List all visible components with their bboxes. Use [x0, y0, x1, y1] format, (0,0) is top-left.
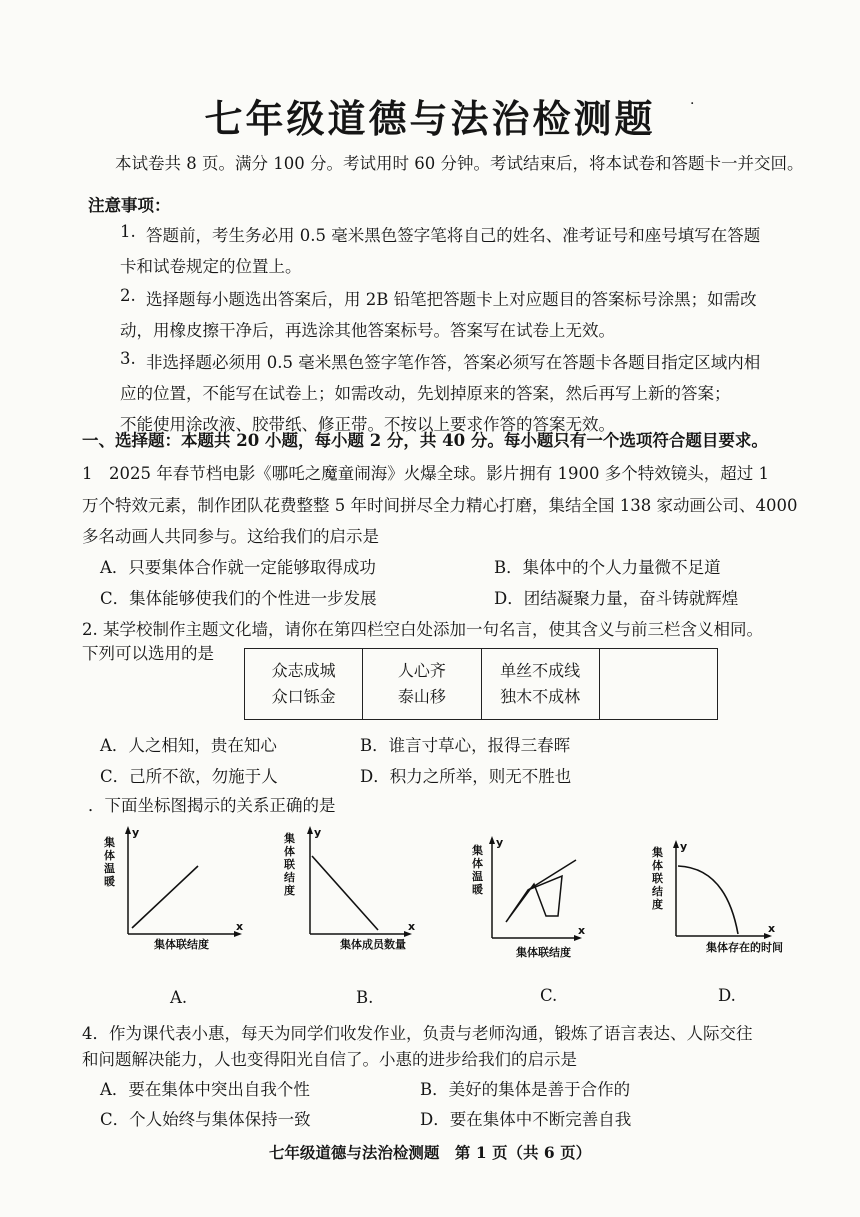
scan-mark: · [690, 96, 695, 112]
q4-option-d[interactable]: D．要在集体中不断完善自我 [420, 1110, 632, 1129]
svg-text:集: 集 [472, 844, 483, 857]
notice-3-line-1: 非选择题必须用 0.5 毫米黑色签字笔作答，答案必须写在答题卡各题目指定区域内相 [146, 353, 761, 372]
graph-b-xlabel: 集体成员数量 [340, 938, 406, 951]
graph-c-xlabel: 集体联结度 [516, 946, 571, 959]
notice-3-line-3: 不能使用涂改液、胶带纸、修正带。不按以上要求作答的答案无效。 [120, 415, 615, 434]
q1-option-b[interactable]: B．集体中的个人力量微不足道 [494, 558, 721, 577]
graph-c-letter[interactable]: C. [540, 986, 558, 1005]
q2-option-a[interactable]: A．人之相知，贵在知心 [100, 736, 277, 755]
q1-option-c[interactable]: C．集体能够使我们的个性进一步发展 [100, 589, 377, 608]
q2-stem-line-1: 2. 某学校制作主题文化墙，请你在第四栏空白处添加一句名言，使其含义与前三栏含义相同。 [82, 620, 763, 639]
notice-heading: 注意事项： [88, 196, 171, 215]
graph-b-letter[interactable]: B. [356, 988, 374, 1007]
graph-c-curve-2 [528, 860, 576, 890]
q4-option-b[interactable]: B．美好的集体是善于合作的 [420, 1080, 631, 1099]
svg-text:度: 度 [284, 884, 295, 897]
svg-text:y: y [314, 826, 322, 839]
graph-a-curve [132, 866, 198, 928]
q2-option-b[interactable]: B．谁言寸草心，报得三春晖 [360, 736, 571, 755]
notice-2-line-1: 选择题每小题选出答案后，用 2B 铅笔把答题卡上对应题目的答案标号涂黑；如需改 [146, 290, 757, 309]
svg-text:结: 结 [652, 885, 663, 898]
notice-1-line-2: 卡和试卷规定的位置上。 [120, 257, 302, 276]
q4-stem-line-2: 和问题解决能力，人也变得阳光自信了。小惠的进步给我们的启示是 [82, 1050, 577, 1069]
q1-stem-line-2: 万个特效元素，制作团队花费整整 5 年时间拼尽全力精心打磨，集结全国 138 家动画公司、4000 [82, 496, 798, 515]
page-footer: 七年级道德与法治检测题 第 1 页（共 6 页） [268, 1143, 592, 1162]
notice-num-1: 1. [120, 222, 136, 241]
svg-text:x: x [578, 924, 586, 937]
svg-text:体: 体 [284, 845, 295, 858]
graph-c-curve-1 [506, 876, 562, 922]
svg-text:集: 集 [284, 832, 295, 845]
svg-text:体: 体 [104, 849, 115, 862]
graph-d-letter[interactable]: D. [718, 986, 736, 1005]
q1-stem-line-1: 1 2025 年春节档电影《哪吒之魔童闹海》火爆全球。影片拥有 1900 多个特效镜头，超过 1 [82, 464, 769, 483]
svg-text:x: x [236, 920, 244, 933]
graph-a-xlabel: 集体联结度 [154, 938, 209, 951]
notice-num-2: 2. [120, 286, 136, 305]
q2-option-d[interactable]: D．积力之所举，则无不胜也 [360, 767, 572, 786]
table-row [245, 649, 718, 720]
q1-option-a[interactable]: A．只要集体合作就一定能够取得成功 [100, 558, 376, 577]
graph-c[interactable] [470, 832, 600, 966]
graph-a-letter[interactable]: A. [170, 988, 188, 1007]
graph-d[interactable] [650, 838, 810, 972]
svg-text:联: 联 [284, 858, 295, 871]
notice-1-line-1: 答题前，考生务必用 0.5 毫米黑色签字笔将自己的姓名、准考证号和座号填写在答题 [146, 226, 761, 245]
q1-stem-line-3: 多名动画人共同参与。这给我们的启示是 [82, 527, 379, 546]
svg-text:y: y [496, 836, 504, 849]
graph-d-xlabel: 集体存在的时间 [706, 941, 783, 954]
section-one-heading: 一、选择题：本题共 20 小题，每小题 2 分，共 40 分。每小题只有一个选项符合题目要求。 [82, 431, 768, 450]
svg-text:x: x [768, 922, 776, 935]
q2-option-c[interactable]: C．己所不欲，勿施于人 [100, 767, 278, 786]
q1-option-d[interactable]: D．团结凝聚力量，奋斗铸就辉煌 [494, 589, 739, 608]
svg-text:暖: 暖 [104, 875, 115, 888]
svg-text:结: 结 [284, 871, 295, 884]
svg-text:体: 体 [472, 857, 483, 870]
svg-text:y: y [132, 826, 140, 839]
q4-option-c[interactable]: C．个人始终与集体保持一致 [100, 1110, 311, 1129]
svg-text:x: x [408, 920, 416, 933]
q4-option-a[interactable]: A．要在集体中突出自我个性 [100, 1080, 310, 1099]
graph-b[interactable] [280, 822, 440, 956]
svg-text:集: 集 [652, 846, 663, 859]
svg-text:体: 体 [652, 859, 663, 872]
notice-num-3: 3. [120, 349, 136, 368]
page-title: 七年级道德与法治检测题 [204, 96, 656, 141]
q4-stem-line-1: 4．作为课代表小惠，每天为同学们收发作业，负责与老师沟通，锻炼了语言表达、人际交往 [82, 1024, 753, 1043]
notice-3-line-2: 应的位置，不能写在试卷上；如需改动，先划掉原来的答案，然后再写上新的答案； [120, 384, 731, 403]
svg-text:温: 温 [104, 862, 115, 875]
table-cell: 单丝不成线 独木不成林 [481, 649, 599, 720]
svg-text:温: 温 [472, 870, 483, 883]
culture-wall-table [244, 648, 718, 720]
q2-stem-line-2: 下列可以选用的是 [82, 644, 214, 663]
table-cell: 众志成城 众口铄金 [245, 649, 363, 720]
svg-text:y: y [680, 840, 688, 853]
svg-text:度: 度 [652, 898, 663, 911]
graph-d-curve [678, 866, 738, 934]
graph-a-ylabel-1: 集 [104, 836, 115, 849]
exam-intro: 本试卷共 8 页。满分 100 分。考试用时 60 分钟。考试结束后，将本试卷和答题卡一并交回。 [115, 154, 804, 173]
graph-a[interactable] [98, 822, 258, 956]
table-cell: 人心齐 泰山移 [363, 649, 481, 720]
blank-answer-cell [599, 649, 717, 720]
svg-text:暖: 暖 [472, 883, 483, 896]
q3-stem: ．下面坐标图揭示的关系正确的是 [88, 796, 336, 815]
svg-text:联: 联 [652, 872, 663, 885]
graph-b-curve [312, 856, 378, 930]
notice-2-line-2: 动，用橡皮擦干净后，再选涂其他答案标号。答案写在试卷上无效。 [120, 321, 615, 340]
